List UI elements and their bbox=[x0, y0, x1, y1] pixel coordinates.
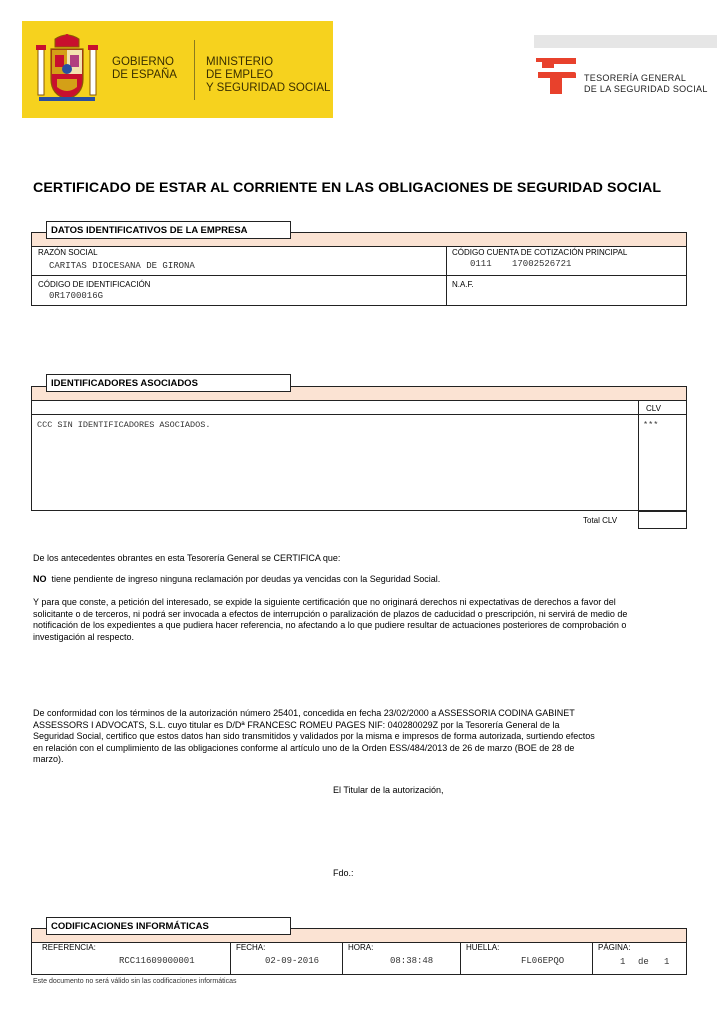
identificadores-box bbox=[31, 400, 687, 511]
autorizacion-paragraph: De conformidad con los términos de la autorización número 25401, concedida en fecha 23/02/2000 a ASSESSORIA CODINA GABINET ASSESSORS I ADVOCATS, S.L. cuyo titular es D/Dª FRANCESC ROMEU PAGES NIF: 040280029Z por la Tesorería General de la Seguridad Social, certifico que estos datos han sido transmitidos y validados por la misma e impresos de forma autorizada, surtiendo efectos en relación con el cumplimiento de las obligaciones conforme al artículo uno de la Orden ESS/484/2013 de 26 de marzo (BOE de 28 de marzo). bbox=[33, 708, 595, 764]
column-divider bbox=[460, 942, 461, 975]
column-divider bbox=[230, 942, 231, 975]
ccc-regimen-value: 0111 bbox=[470, 259, 492, 269]
codigo-identificacion-value: 0R1700016G bbox=[49, 291, 104, 301]
referencia-value: RCC11609000001 bbox=[119, 956, 195, 966]
razon-social-value: CARITAS DIOCESANA DE GIRONA bbox=[49, 261, 195, 271]
pagina-label: PÁGINA: bbox=[598, 943, 631, 952]
certifica-statement-text: tiene pendiente de ingreso ninguna reclamación por deudas ya vencidas con la Seguridad Social. bbox=[51, 574, 441, 584]
section-heading-empresa: DATOS IDENTIFICATIVOS DE LA EMPRESA bbox=[46, 221, 291, 239]
identificadores-text: CCC SIN IDENTIFICADORES ASOCIADOS. bbox=[37, 420, 211, 430]
pagina-total: 1 bbox=[664, 957, 670, 967]
total-clv-label: Total CLV bbox=[583, 516, 618, 525]
conste-paragraph: Y para que conste, a petición del interesado, se expide la siguiente certificación que no originará derechos ni expectativas de derechos a favor del solicitante o de terceros, ni podrá ser invocada a efectos de interrupción o paralización de plazos de caducidad o prescripción, ni servirá de medio de notificación de los expedientes a que pudiera hacer referencia, no afectando a lo que pudiere resultar de actuaciones posteriores de comprobación o investigación al respecto. bbox=[33, 597, 628, 642]
pagina-de: de bbox=[638, 957, 649, 967]
ccc-number-value: 17002526721 bbox=[512, 259, 572, 269]
column-divider bbox=[446, 246, 447, 306]
no-emphasis: NO bbox=[33, 574, 47, 584]
document-title: CERTIFICADO DE ESTAR AL CORRIENTE EN LAS OBLIGACIONES DE SEGURIDAD SOCIAL bbox=[33, 180, 662, 196]
column-divider bbox=[342, 942, 343, 975]
huella-label: HUELLA: bbox=[466, 943, 500, 952]
spain-crest-icon bbox=[35, 33, 99, 107]
ministerio-label: MINISTERIO DE EMPLEO Y SEGURIDAD SOCIAL bbox=[206, 56, 331, 94]
huella-value: FL06EPQO bbox=[521, 956, 565, 966]
header-divider bbox=[194, 40, 195, 100]
naf-label: N.A.F. bbox=[452, 280, 474, 289]
ccc-label: CÓDIGO CUENTA DE COTIZACIÓN PRINCIPAL bbox=[452, 248, 628, 257]
validity-footnote: Este documento no será válido sin las codificaciones informáticas bbox=[33, 978, 237, 985]
tesoreria-label: TESORERÍA GENERAL DE LA SEGURIDAD SOCIAL bbox=[584, 73, 708, 94]
certifica-statement bbox=[33, 574, 440, 586]
clv-value: *** bbox=[643, 420, 659, 430]
total-clv-box bbox=[638, 511, 687, 529]
section-heading-codificaciones: CODIFICACIONES INFORMÁTICAS bbox=[46, 917, 291, 935]
razon-social-label: RAZÓN SOCIAL bbox=[38, 248, 98, 257]
fecha-value: 02-09-2016 bbox=[265, 956, 320, 966]
section-heading-identificadores: IDENTIFICADORES ASOCIADOS bbox=[46, 374, 291, 392]
certifica-intro: De los antecedentes obrantes en esta Tesorería General se CERTIFICA que: bbox=[33, 553, 341, 563]
fdo-label: Fdo.: bbox=[333, 868, 354, 878]
row-divider bbox=[31, 275, 446, 276]
row-divider bbox=[446, 275, 687, 276]
tgss-logo-icon bbox=[534, 56, 578, 96]
hora-label: HORA: bbox=[348, 943, 374, 952]
gobierno-label: GOBIERNO DE ESPAÑA bbox=[112, 56, 177, 81]
codigo-identificacion-label: CÓDIGO DE IDENTIFICACIÓN bbox=[38, 280, 151, 289]
column-divider bbox=[592, 942, 593, 975]
fecha-label: FECHA: bbox=[236, 943, 266, 952]
clv-label: CLV bbox=[646, 404, 661, 413]
titular-label: El Titular de la autorización, bbox=[333, 785, 444, 795]
row-divider bbox=[31, 414, 687, 415]
referencia-label: REFERENCIA: bbox=[42, 943, 96, 952]
clv-column-divider bbox=[638, 400, 639, 529]
hora-value: 08:38:48 bbox=[390, 956, 434, 966]
pagina-number: 1 bbox=[620, 957, 626, 967]
tgss-header-bar bbox=[534, 35, 717, 48]
